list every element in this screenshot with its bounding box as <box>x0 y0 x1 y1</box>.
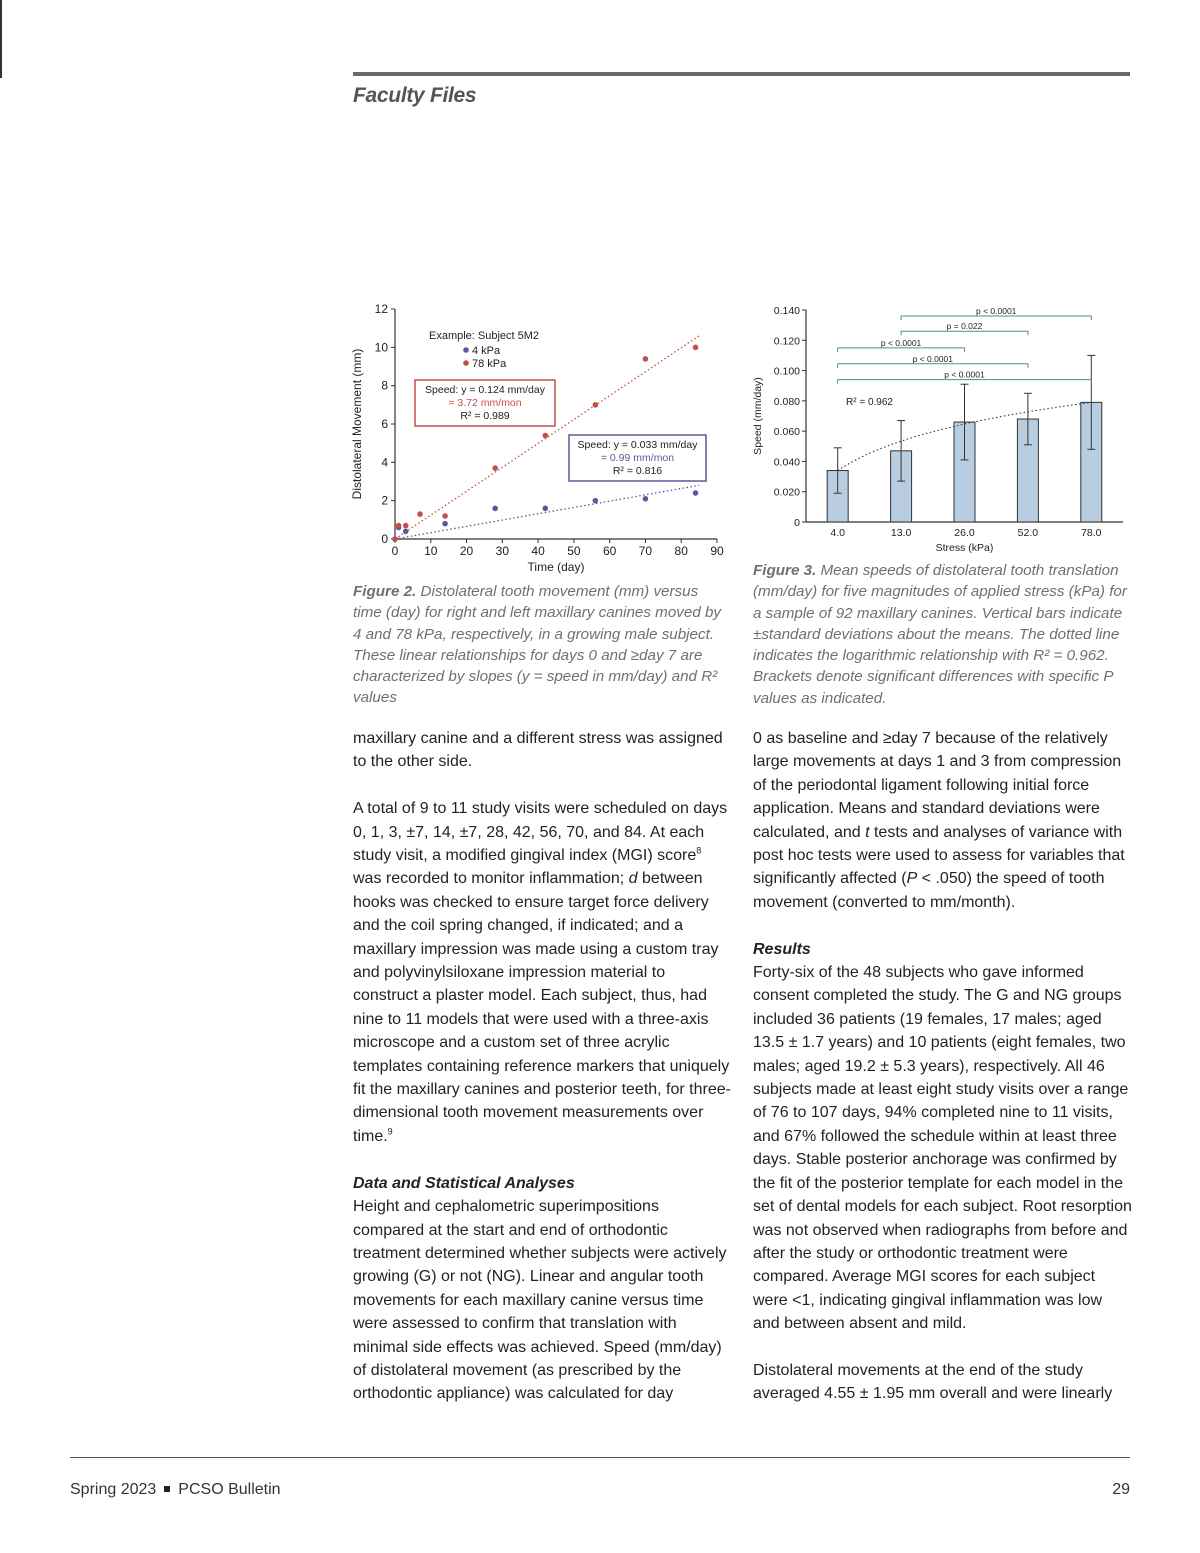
legend-marker <box>463 360 469 366</box>
p-value-label: p < 0.0001 <box>880 337 922 348</box>
legend-label: 78 kPa <box>472 358 507 370</box>
y-tick-label: 0.020 <box>773 486 800 499</box>
italic-variable: t <box>865 823 870 841</box>
data-point <box>643 356 649 362</box>
data-point <box>396 523 402 529</box>
x-axis-title: Time (day) <box>527 560 585 574</box>
text-run: 0 as baseline and ≥day 7 because of the relatively large movements at days 1 and 3 from compression of the periodontal ligament following initial force application. Means and standard deviations were calculated, and <box>753 730 1122 841</box>
y-tick-label: 0.120 <box>773 335 800 348</box>
data-point <box>492 465 498 471</box>
legend-title: Example: Subject 5M2 <box>429 330 540 342</box>
figure-3-svg <box>745 296 1135 558</box>
y-tick-label: 8 <box>381 378 388 393</box>
data-point <box>442 513 448 519</box>
r-squared-label: R² = 0.962 <box>846 396 893 408</box>
x-tick-label: 4.0 <box>830 527 846 539</box>
figure-2-caption <box>353 581 725 709</box>
x-tick-label: 30 <box>495 544 510 558</box>
subheading: Results <box>753 940 811 958</box>
x-tick-label: 20 <box>459 544 474 558</box>
figure-3-chart <box>745 296 1135 558</box>
y-tick-label: 6 <box>381 417 388 431</box>
text-run: A total of 9 to 11 study visits were scheduled on days 0, 1, 3, ±7, 14, ±7, 28, 42, 56, 70, and 84. At each study visit, a modified gingival index (MGI) score <box>353 800 728 865</box>
body-column-right <box>753 727 1133 1406</box>
data-point <box>542 506 548 512</box>
y-tick-label: 0.060 <box>773 426 800 439</box>
y-tick-label: 12 <box>374 302 388 316</box>
y-tick-label: 0.040 <box>773 456 800 469</box>
p-value-label: p = 0.022 <box>946 321 983 332</box>
figure-3-label: Figure 3. <box>753 562 817 579</box>
data-point <box>542 433 548 439</box>
paragraph <box>753 727 1133 914</box>
x-tick-label: 13.0 <box>890 527 912 539</box>
p-value-label: p < 0.0001 <box>912 353 954 364</box>
annotation-text: R² = 0.816 <box>612 465 663 477</box>
x-axis-title: Stress (kPa) <box>935 542 994 554</box>
square-bullet-icon <box>164 1486 170 1492</box>
text-run: between hooks was checked to ensure target force delivery and the coil spring changed, if indicated; and a maxillary impression was made using a custom tray and polyvinylsiloxane impression material to construct a plaster model. Each subject, thus, had nine to 11 models that were used with a three-axis microscope and a custom set of three acrylic templates containing reference markers that uniquely fit the maxillary canines and posterior teeth, for three-dimensional tooth movement measurements over time. <box>353 870 731 1145</box>
paragraph: Distolateral movements at the end of the study averaged 4.55 ± 1.95 mm overall and were linearly <box>753 1361 1113 1403</box>
x-tick-label: 80 <box>674 544 688 558</box>
x-tick-label: 70 <box>638 544 653 558</box>
legend-marker <box>463 347 469 353</box>
significance-bracket <box>838 348 965 352</box>
y-axis-title: Speed (mm/day) <box>752 377 764 455</box>
italic-variable: d <box>628 870 638 888</box>
data-point <box>693 345 699 351</box>
y-tick-label: 0.140 <box>773 305 800 317</box>
data-point <box>392 536 398 542</box>
footer-issue: Spring 2023 <box>70 1481 157 1498</box>
text-run: was recorded to monitor inflammation; <box>353 870 629 888</box>
italic-variable: P <box>906 870 918 888</box>
y-tick-label: 2 <box>381 493 388 508</box>
trend-line <box>395 485 699 539</box>
data-point <box>403 523 409 529</box>
x-tick-label: 78.0 <box>1081 527 1102 539</box>
corner-crop-mark <box>0 0 2 78</box>
figure-2-svg <box>345 296 730 578</box>
legend-label: 4 kPa <box>472 345 501 357</box>
data-point <box>593 498 599 504</box>
figure-2-chart <box>345 296 730 578</box>
data-point <box>693 490 699 496</box>
data-point <box>417 511 423 517</box>
x-tick-label: 26.0 <box>954 527 975 539</box>
paragraph: maxillary canine and a different stress was assigned to the other side. <box>353 730 723 771</box>
annotation-text: = 3.72 mm/mon <box>448 397 522 409</box>
section-title: Faculty Files <box>353 84 477 107</box>
subheading: Data and Statistical Analyses <box>353 1174 575 1192</box>
data-point <box>442 521 448 527</box>
reference-superscript: 8 <box>696 845 702 856</box>
p-value-label: p < 0.0001 <box>944 369 985 380</box>
x-tick-label: 90 <box>710 544 724 558</box>
significance-bracket <box>901 331 1028 335</box>
text-run: tests and analyses of variance with post hoc tests were used to assess for variables that significantly affected ( <box>753 823 1125 888</box>
footer-rule <box>70 1457 1130 1458</box>
y-tick-label: 0.080 <box>773 395 800 408</box>
y-axis-title: Distolateral Movement (mm) <box>350 348 364 500</box>
x-tick-label: 60 <box>602 544 617 558</box>
annotation-text: Speed: y = 0.124 mm/day <box>425 384 545 396</box>
page-number: 29 <box>1112 1481 1130 1498</box>
y-tick-label: 0.100 <box>773 365 800 378</box>
body-column-left <box>353 727 731 1406</box>
footer-publication <box>70 1481 281 1499</box>
text-run: < .050) the speed of tooth movement (converted to mm/month). <box>753 870 1105 911</box>
data-point <box>593 402 599 408</box>
data-point <box>492 506 498 512</box>
y-tick-label: 0 <box>794 517 800 529</box>
x-tick-label: 40 <box>531 544 545 558</box>
figure-2-label: Figure 2. <box>353 583 417 600</box>
x-tick-label: 10 <box>424 544 438 558</box>
significance-bracket <box>901 316 1091 320</box>
reference-superscript: 9 <box>387 1126 393 1137</box>
x-tick-label: 52.0 <box>1017 527 1039 539</box>
significance-bracket <box>838 364 1028 368</box>
annotation-text: Speed: y = 0.033 mm/day <box>577 439 698 451</box>
data-point <box>643 496 649 502</box>
paragraph: Forty-six of the 48 subjects who gave informed consent completed the study. The G and NG groups included 36 patients (19 females, 17 males; aged 13.5 ± 1.7 years) and 10 patients (eight females, two males; aged 19.2 ± 5.3 years), respectively. All 46 subjects made at least eight study visits over a range of 76 to 107 days, 94% completed nine to 11 visits, and 67% followed the schedule within at least three days. Stable posterior anchorage was confirmed by the fit of the posterior template for each model in the set of dental models for each subject. Root resorption was not observed when radiographs from before and after the study or orthodontic treatment were compared. Average MGI scores for each subject were <1, indicating gingival inflammation was low and between absent and mild. <box>753 964 1132 1333</box>
annotation-text: = 0.99 mm/mon <box>600 452 675 464</box>
x-tick-label: 50 <box>567 544 581 558</box>
figure-3-caption-text: Mean speeds of distolateral tooth translation (mm/day) for five magnitudes of applied stress (kPa) for a sample of 92 maxillary canines. Vertical bars indicate ±standard deviations about the means. The dotted line indicates the logarithmic relationship with R² = 0.962. Brackets denote significant differences with specific P values as indicated. <box>753 562 1127 707</box>
footer-publication-name: PCSO Bulletin <box>178 1481 281 1498</box>
y-tick-label: 10 <box>374 340 388 355</box>
paragraph <box>353 797 731 1148</box>
annotation-text: R² = 0.989 <box>460 410 510 422</box>
y-tick-label: 4 <box>381 455 388 470</box>
figure-2-caption-text: Distolateral tooth movement (mm) versus time (day) for right and left maxillary canines moved by 4 and 78 kPa, respectively, in a growing male subject. These linear relationships for days 0 and ≥day 7 are characterized by slopes (y = speed in mm/day) and R² values <box>353 583 722 707</box>
figure-3-caption <box>753 560 1131 709</box>
x-tick-label: 0 <box>391 544 399 558</box>
significance-bracket <box>838 380 1092 384</box>
p-value-label: p < 0.0001 <box>975 306 1017 317</box>
paragraph: Height and cephalometric superimpositions compared at the start and end of orthodontic treatment determined whether subjects were actively growing (G) or not (NG). Linear and angular tooth movements for each maxillary canine versus time were assessed to confirm that translation with minimal side effects was achieved. Speed (mm/day) of distolateral movement (as prescribed by the orthodontic appliance) was calculated for day <box>353 1198 727 1403</box>
y-tick-label: 0 <box>381 532 388 546</box>
header-rule <box>353 72 1130 76</box>
